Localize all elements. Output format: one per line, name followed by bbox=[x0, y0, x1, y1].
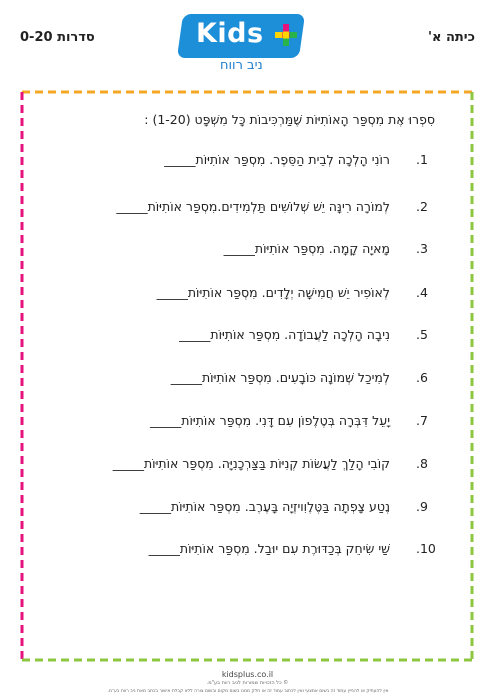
item-number: 9. bbox=[416, 499, 428, 514]
exercise-item bbox=[60, 152, 430, 174]
exercise-item bbox=[60, 285, 430, 307]
exercise-item bbox=[60, 456, 430, 478]
item-number: 10. bbox=[416, 541, 436, 556]
footer-legal-notice: אין להעתיק או להפיץ עמוד זה בשום אמצעי ואין לכתוב עמוד זה או חלק ממנו בשום מקום ובשום צורה ללא קבלת אישור בכתב מאת ניב רווח בע"מ. bbox=[107, 689, 389, 694]
exercise-item bbox=[60, 370, 430, 392]
item-sentence: שַׁי שִׂיחֵק בְּכַדּוּרֶת עִם יוּבַל. מִסְפַּר אוֹתִיּוֹת_____ bbox=[148, 541, 390, 556]
item-sentence: נֶטַע צָפְתָה בַּטֶּלֶוִויזְיָה בָּעֶרֶב. מִסְפַּר אוֹתִיּוֹת_____ bbox=[139, 499, 390, 514]
grade-label: כיתה א' bbox=[428, 30, 475, 45]
exercise-item bbox=[60, 327, 430, 349]
logo-subtitle: ניב רווח bbox=[220, 58, 263, 73]
footer-copyright: © כל הזכויות שמורות לניב רווח בע"מ. bbox=[206, 680, 289, 686]
exercise-item bbox=[60, 241, 430, 263]
item-number: 3. bbox=[416, 241, 428, 256]
exercise-item bbox=[60, 541, 436, 563]
item-sentence: לְמוֹרָה רִינָּה יֵשׁ שְׁלוֹשִׁים תַּלְמִידִים.מִסְפַּר אוֹתִיּוֹת_____ bbox=[116, 199, 390, 214]
logo-wordmark: Kids bbox=[196, 18, 264, 49]
item-number: 1. bbox=[416, 152, 428, 167]
exercise-item bbox=[60, 199, 430, 221]
item-number: 6. bbox=[416, 370, 428, 385]
worksheet-topic: סדרות 0-20 bbox=[20, 30, 95, 45]
item-sentence: לְמִיכַל שְׁמוֹנָה כּוֹבָעִים. מִסְפַּר אוֹתִיּוֹת_____ bbox=[170, 370, 390, 385]
item-number: 8. bbox=[416, 456, 428, 471]
footer-site-link[interactable]: kidsplus.co.il bbox=[221, 670, 274, 679]
item-number: 4. bbox=[416, 285, 428, 300]
instructions-text: סִפְרוּ אֶת מִסְפַּר הָאוֹתִיּוֹת שֶׁמַּרְכִּיבוֹת כָּל מִשְׁפָּט (1-20) : bbox=[144, 112, 435, 127]
item-number: 7. bbox=[416, 413, 428, 428]
exercise-item bbox=[60, 499, 430, 521]
item-number: 5. bbox=[416, 327, 428, 342]
item-sentence: נִיבָה הָלְכָה לַעֲבוֹדָה. מִסְפַּר אוֹתִיּוֹת_____ bbox=[179, 327, 390, 342]
item-sentence: רוֹנִי הָלְכָה לְבֵית הַסֵּפֶר. מִסְפַּר אוֹתִיּוֹת_____ bbox=[164, 152, 390, 167]
item-sentence: קוֹבִי הָלַךְ לַעֲשׂוֹת קְנִיּוֹת בַּצַּרְכָנִיָּה. מִסְפַּר אוֹתִיּוֹת_____ bbox=[112, 456, 390, 471]
item-number: 2. bbox=[416, 199, 428, 214]
kids-plus-logo[interactable] bbox=[180, 14, 302, 76]
item-sentence: יָעֵל דִּבְּרָה בְּטֶלֶפוֹן עִם דָּנִי. מִסְפַּר אוֹתִיּוֹת_____ bbox=[150, 413, 390, 428]
item-sentence: מָאיָה קָמָה. מִסְפַּר אוֹתִיּוֹת_____ bbox=[223, 241, 390, 256]
plus-icon bbox=[275, 24, 297, 46]
exercise-item bbox=[60, 413, 430, 435]
item-sentence: לְאוֹפִיר יֵשׁ חֲמִישָּׁה יְלָדִים. מִסְפַּר אוֹתִיּוֹת_____ bbox=[156, 285, 390, 300]
